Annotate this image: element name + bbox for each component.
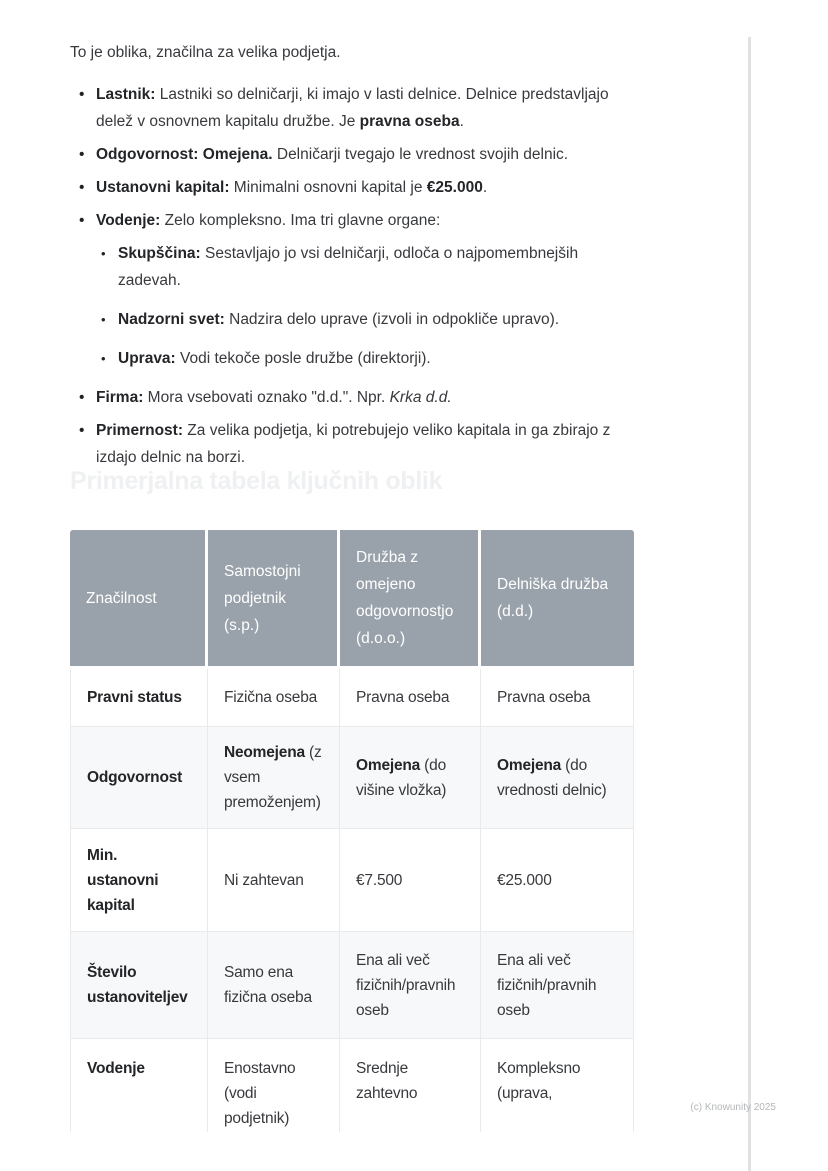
- feature-label: Vodenje: [87, 1060, 145, 1077]
- table-cell: Pravna oseba: [340, 669, 481, 727]
- comparison-table: [70, 530, 638, 1132]
- comparison-table-grid: [70, 530, 634, 1132]
- table-cell: Enostavno (vodi podjetnik): [208, 1039, 340, 1132]
- sub-list-item: [96, 345, 636, 372]
- sub-list-item-text: Skupščina: Sestavljajo jo vsi delničarji, odloča o najpomembnejših zadevah.: [118, 245, 579, 289]
- feature-cell: [70, 727, 208, 829]
- list-item-text: Firma: Mora vsebovati oznako "d.d.". Npr. Krka d.d.: [96, 389, 452, 406]
- feature-label: Pravni status: [87, 689, 182, 706]
- table-cell: Kompleksno (uprava,: [481, 1039, 634, 1132]
- list-item-text: Odgovornost: Omejena. Delničarji tvegajo le vrednost svojih delnic.: [96, 146, 569, 163]
- table-cell: €25.000: [481, 829, 634, 932]
- table-cell: Omejena (do višine vložka): [340, 727, 481, 829]
- feature-cell: [70, 669, 208, 727]
- intro-paragraph: To je oblika, značilna za velika podjetja.: [70, 44, 341, 61]
- section-heading: Primerjalna tabela ključnih oblik: [70, 467, 443, 495]
- list-item-text: Lastnik: Lastniki so delničarji, ki imajo v lasti delnice. Delnice predstavljajo delež v osnovnem kapitalu družbe. Je pravna oseba.: [96, 86, 609, 130]
- feature-label: Odgovornost: [87, 769, 183, 786]
- bullet-list: [70, 81, 636, 471]
- column-header-dd: Delniška družba (d.d.): [481, 530, 634, 669]
- sub-list-item: [96, 306, 636, 333]
- feature-cell: [70, 829, 208, 932]
- table-row: [70, 829, 634, 932]
- list-item: [70, 81, 636, 135]
- list-item-text: Primernost: Za velika podjetja, ki potrebujejo veliko kapitala in ga zbirajo z izdajo delnic na borzi.: [96, 422, 611, 466]
- table-header-row: [70, 530, 634, 669]
- table-cell: €7.500: [340, 829, 481, 932]
- list-item: [70, 417, 636, 471]
- list-item: [70, 384, 636, 411]
- column-header-doo: Družba z omejeno odgovornostjo (d.o.o.): [340, 530, 481, 669]
- table-cell: Ena ali več fizičnih/pravnih oseb: [340, 932, 481, 1039]
- column-header-feature: Značilnost: [70, 530, 208, 669]
- table-cell: Ni zahtevan: [208, 829, 340, 932]
- table-cell: Fizična oseba: [208, 669, 340, 727]
- column-header-sp: Samostojni podjetnik (s.p.): [208, 530, 340, 669]
- list-item: [70, 141, 636, 168]
- feature-label: Min. ustanovni kapital: [87, 846, 159, 914]
- table-row: [70, 669, 634, 727]
- feature-cell: [70, 1039, 208, 1132]
- page-edge-divider: [748, 37, 751, 1171]
- sub-list-item-text: Nadzorni svet: Nadzira delo uprave (izvoli in odpokliče upravo).: [118, 311, 560, 328]
- table-row: [70, 1039, 634, 1132]
- copyright-watermark: (c) Knowunity 2025: [690, 1102, 776, 1113]
- note-content: [70, 40, 636, 477]
- list-item-text: Ustanovni kapital: Minimalni osnovni kapital je €25.000.: [96, 179, 488, 196]
- table-cell: Samo ena fizična oseba: [208, 932, 340, 1039]
- table-cell: Ena ali več fizičnih/pravnih oseb: [481, 932, 634, 1039]
- table-row: [70, 932, 634, 1039]
- feature-cell: [70, 932, 208, 1039]
- table-cell: Srednje zahtevno: [340, 1039, 481, 1132]
- sub-list-item: [96, 240, 636, 294]
- sub-bullet-list: [96, 240, 636, 372]
- table-cell: Pravna oseba: [481, 669, 634, 727]
- table-cell: Omejena (do vrednosti delnic): [481, 727, 634, 829]
- list-item: [70, 207, 636, 372]
- feature-label: Število ustanoviteljev: [87, 964, 188, 1006]
- table-cell: Neomejena (z vsem premoženjem): [208, 727, 340, 829]
- table-row: [70, 727, 634, 829]
- sub-list-item-text: Uprava: Vodi tekoče posle družbe (direktorji).: [118, 350, 431, 367]
- list-item: [70, 174, 636, 201]
- list-item-text: Vodenje: Zelo kompleksno. Ima tri glavne organe:: [96, 212, 441, 229]
